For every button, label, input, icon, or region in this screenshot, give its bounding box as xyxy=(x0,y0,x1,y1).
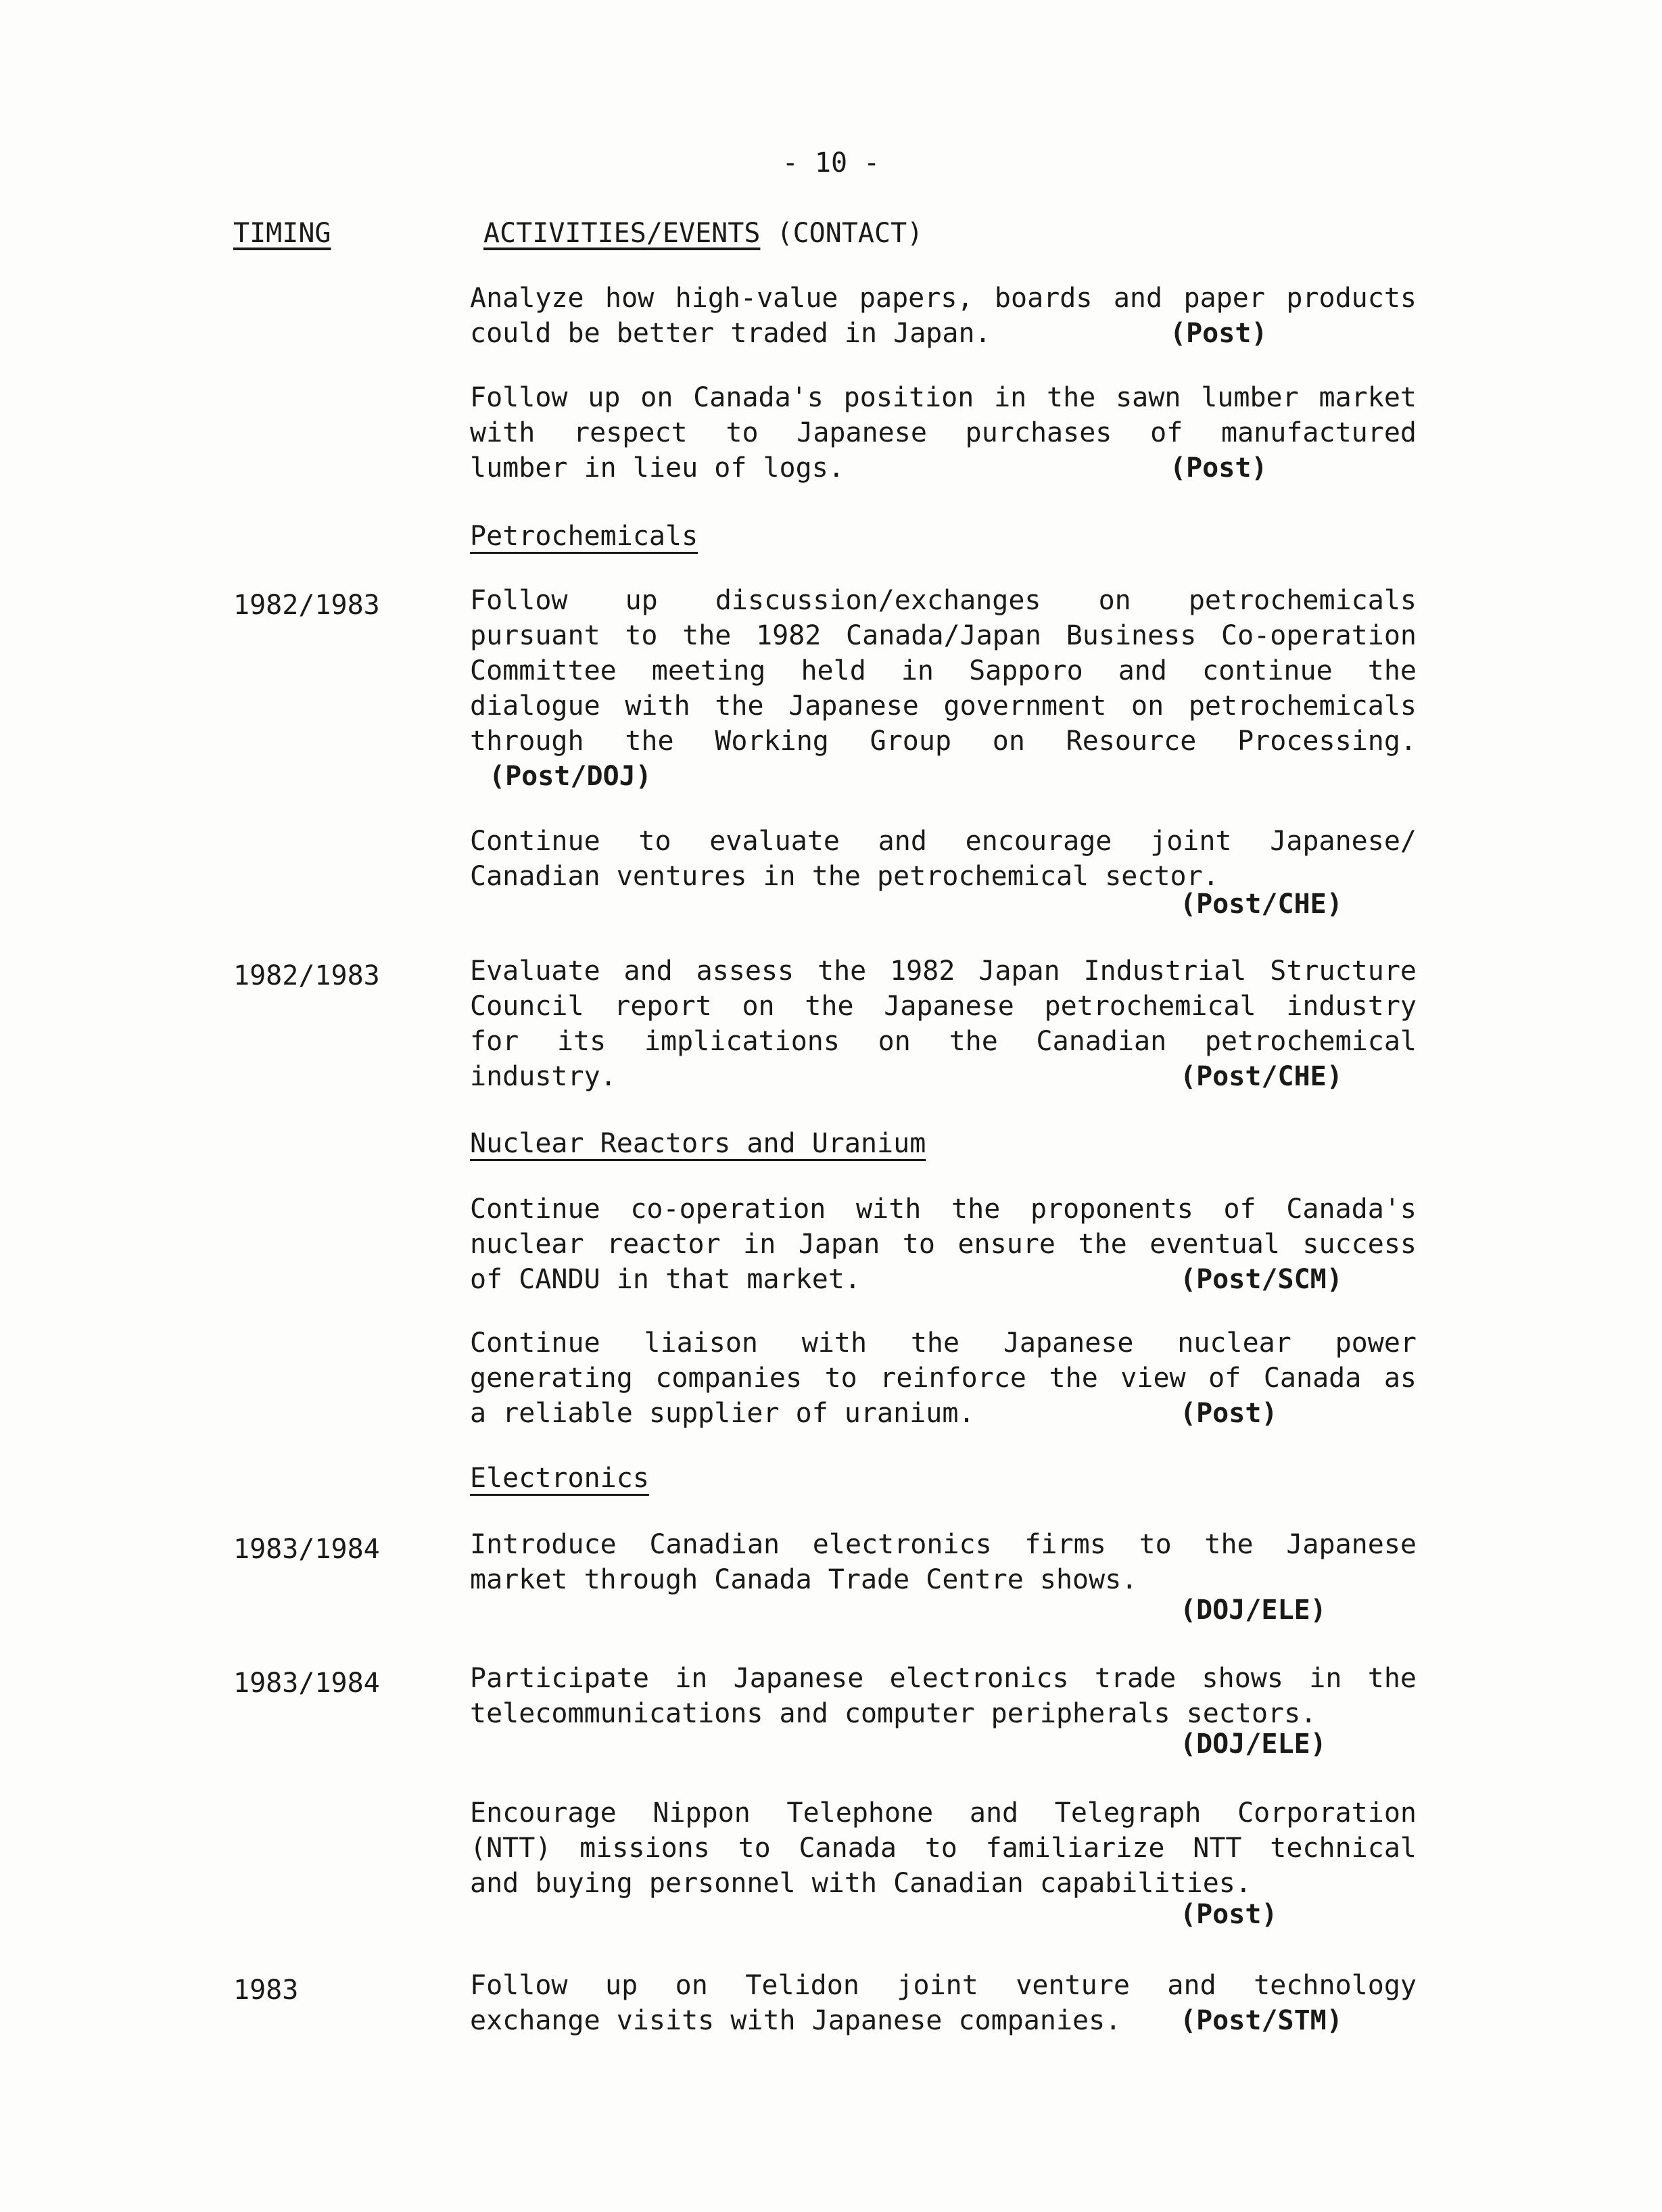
paragraph-line: Evaluate and assess the 1982 Japan Industrial Structure xyxy=(470,956,1417,987)
activity-paragraph xyxy=(470,583,1417,794)
paragraph-line: Follow up discussion/exchanges on petrochemicals xyxy=(470,585,1417,616)
activity-paragraph xyxy=(470,1325,1417,1431)
section-heading-petrochemicals: Petrochemicals xyxy=(470,521,698,552)
paragraph-line: nuclear reactor in Japan to ensure the eventual success xyxy=(470,1229,1417,1260)
activity-paragraph xyxy=(470,954,1417,1094)
contact-label: (CONTACT) xyxy=(776,218,924,249)
paragraph-line: of CANDU in that market. (Post/SCM) xyxy=(470,1262,1417,1297)
activity-paragraph xyxy=(470,1527,1417,1597)
paragraph-line: Continue co-operation with the proponents of Canada's xyxy=(470,1194,1417,1225)
section-heading-nuclear: Nuclear Reactors and Uranium xyxy=(470,1128,926,1159)
paragraph-line: Committee meeting held in Sapporo and continue the xyxy=(470,655,1417,686)
paragraph-line: Encourage Nippon Telephone and Telegraph Corporation xyxy=(470,1797,1417,1829)
activities-label: ACTIVITIES/EVENTS xyxy=(483,218,761,249)
contact-tag: (DOJ/ELE) xyxy=(1180,1595,1327,1626)
contact-tag: (Post/CHE) xyxy=(1180,889,1343,920)
activity-paragraph xyxy=(470,1192,1417,1297)
paragraph-line: Analyze how high-value papers, boards and paper products xyxy=(470,283,1417,314)
paragraph-line: Canadian ventures in the petrochemical sector. xyxy=(470,861,1219,892)
paragraph-line: could be better traded in Japan. (Post) xyxy=(470,316,1417,351)
activities-column-header xyxy=(483,218,923,249)
paragraph-line: for its implications on the Canadian petrochemical xyxy=(470,1026,1417,1057)
contact-tag: (Post/SCM) xyxy=(1180,1264,1343,1295)
contact-tag: (Post/CHE) xyxy=(1180,1061,1343,1092)
paragraph-line: through the Working Group on Resource Processing. xyxy=(470,726,1417,757)
timing-value: 1982/1983 xyxy=(233,590,380,621)
contact-tag: (Post) xyxy=(1180,1398,1278,1429)
paragraph-line: Council report on the Japanese petrochemical industry xyxy=(470,991,1417,1022)
timing-value: 1983/1984 xyxy=(233,1534,380,1565)
section-heading-electronics: Electronics xyxy=(470,1463,649,1494)
activity-paragraph xyxy=(470,1661,1417,1731)
timing-value: 1983/1984 xyxy=(233,1668,380,1699)
contact-tag: (Post) xyxy=(1170,452,1268,484)
contact-tag: (Post) xyxy=(1170,318,1268,349)
paragraph-line: telecommunications and computer peripherals sectors. xyxy=(470,1698,1317,1729)
paragraph-line: and buying personnel with Canadian capabilities. xyxy=(470,1868,1252,1899)
activity-paragraph xyxy=(470,1968,1417,2038)
paragraph-line: industry. (Post/CHE) xyxy=(470,1059,1417,1094)
paragraph-line: market through Canada Trade Centre shows. xyxy=(470,1564,1138,1595)
timing-column-header: TIMING xyxy=(233,218,331,249)
paragraph-line: a reliable supplier of uranium. (Post) xyxy=(470,1396,1417,1431)
paragraph-line: Follow up on Canada's position in the sawn lumber market xyxy=(470,382,1417,413)
paragraph-line: lumber in lieu of logs. (Post) xyxy=(470,450,1417,486)
activity-paragraph xyxy=(470,824,1417,894)
paragraph-line: (NTT) missions to Canada to familiarize NTT technical xyxy=(470,1833,1417,1864)
paragraph-line: Introduce Canadian electronics firms to the Japanese xyxy=(470,1529,1417,1560)
paragraph-line: Continue to evaluate and encourage joint Japanese/ xyxy=(470,826,1417,857)
contact-tag: (DOJ/ELE) xyxy=(1180,1728,1327,1760)
timing-value: 1982/1983 xyxy=(233,960,380,991)
paragraph-line: pursuant to the 1982 Canada/Japan Business Co-operation xyxy=(470,620,1417,651)
paragraph-line: Follow up on Telidon joint venture and technology xyxy=(470,1970,1417,2001)
paragraph-line: dialogue with the Japanese government on petrochemicals xyxy=(470,690,1417,722)
paragraph-line: with respect to Japanese purchases of manufactured xyxy=(470,417,1417,448)
paragraph-line: Continue liaison with the Japanese nuclear power xyxy=(470,1327,1417,1359)
page-number: - 10 - xyxy=(782,147,880,179)
contact-tag: (Post/DOJ) xyxy=(489,761,652,792)
paragraph-line: Participate in Japanese electronics trade shows in the xyxy=(470,1663,1417,1694)
paragraph-line: generating companies to reinforce the view of Canada as xyxy=(470,1363,1417,1394)
activity-paragraph xyxy=(470,281,1417,351)
timing-value: 1983 xyxy=(233,1975,299,2006)
contact-tag: (Post) xyxy=(1180,1899,1278,1930)
activity-paragraph xyxy=(470,380,1417,486)
activity-paragraph xyxy=(470,1795,1417,1901)
contact-tag: (Post/STM) xyxy=(1180,2005,1343,2036)
paragraph-line: exchange visits with Japanese companies. (Post/STM) xyxy=(470,2003,1417,2038)
